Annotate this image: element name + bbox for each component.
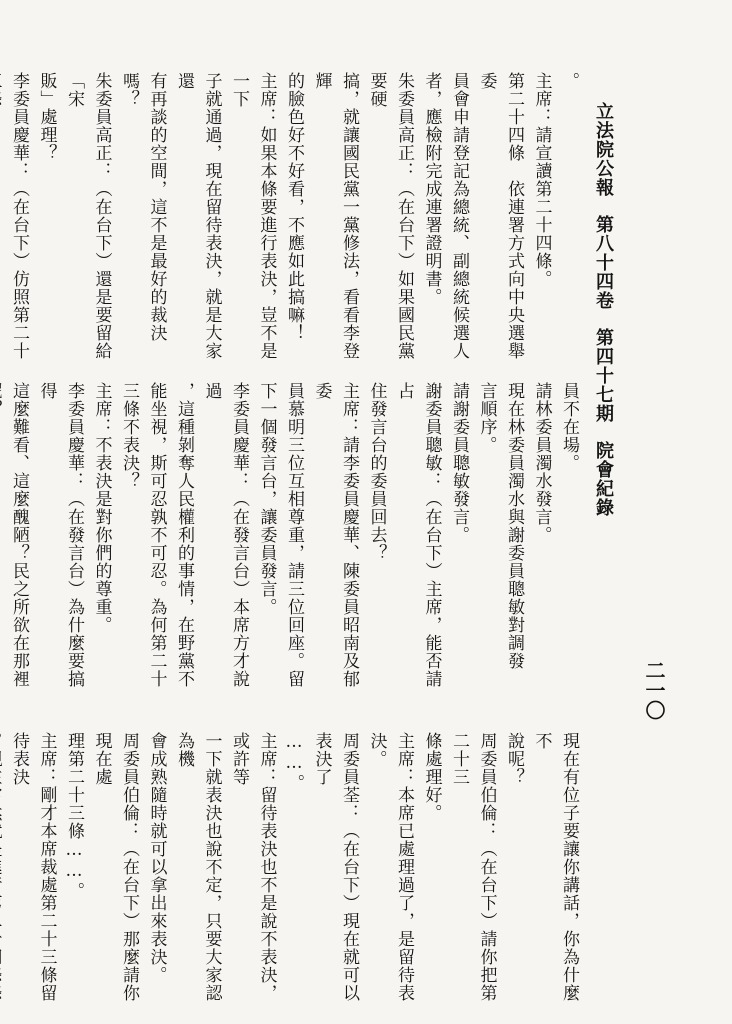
text-block-top: 。 主席：請宣讀第二十四條。 第二十四條 依連署方式向中央選舉委 員會申請登記為總統、副總統候選人 者，應檢附完成連署證明書。 朱委員高正：（在台下）如果國民黨要硬 搞，就讓國民黨一黨修法，看看李登輝 的臉色好不好看，不應如此搞嘛！ 主席：如果本條要進行表決，豈不是一下 子就通過，現在留待表決，就是大家還 有再談的空間，這不是最好的裁決嗎？ 朱委員高正：（在台下）還是要留給「宋 販」處理？ 李委員慶華：（在台下）仿照第二十 bbox=[9, 72, 579, 360]
section-label: 院會紀錄 bbox=[593, 441, 614, 517]
body-text bbox=[9, 72, 582, 1002]
running-header bbox=[590, 102, 616, 517]
text-block-middle: 員不在場。 請林委員濁水發言。 現在林委員濁水與謝委員聰敏對調發 言順序。 請謝委員聰敏發言。 謝委員聰敏：（在台下）主席，能否請占 住發言台的委員回去？ 主席：請李委員慶華、陳委員昭南及郁委 員慕明三位互相尊重，請三位回座。留 下一個發言台，讓委員發言。 李委員慶華：（在發言台）本席方才說過 ，這種剝奪人民權利的事情，在野黨不 能坐視，斯可忍孰不可忍。為何第二十 三條不表決？ 主席：不表決是對你們的尊重。 李委員慶華：（在發言台）為什麼要搞得 這麼難看、這麼醜陋？民之所欲在那裡 bbox=[9, 382, 579, 688]
issue-label: 第四十七期 bbox=[593, 328, 614, 423]
publication-title: 立法院公報 bbox=[593, 102, 614, 197]
text-block-bottom: 現在有位子要讓你講話，你為什麼不 說呢？ 周委員伯倫：（在台下）請你把第二十三 條處理好。 主席：本席已處理過了，是留待表決。 周委員荃：（在台下）現在就可以表決了 ……。 主席：留待表決也不是說不表決，或許等 一下就表決也說不定，只要大家認為機 會成熟隨時就可以拿出來表決。 周委員伯倫：（在台下）那麼請你現在處 理第二十三條……。 主席：剛才本席裁處第二十三條留待表決 bbox=[9, 732, 579, 1002]
page-number: 二一〇 bbox=[642, 660, 666, 720]
volume-label: 第八十四卷 bbox=[593, 215, 614, 310]
